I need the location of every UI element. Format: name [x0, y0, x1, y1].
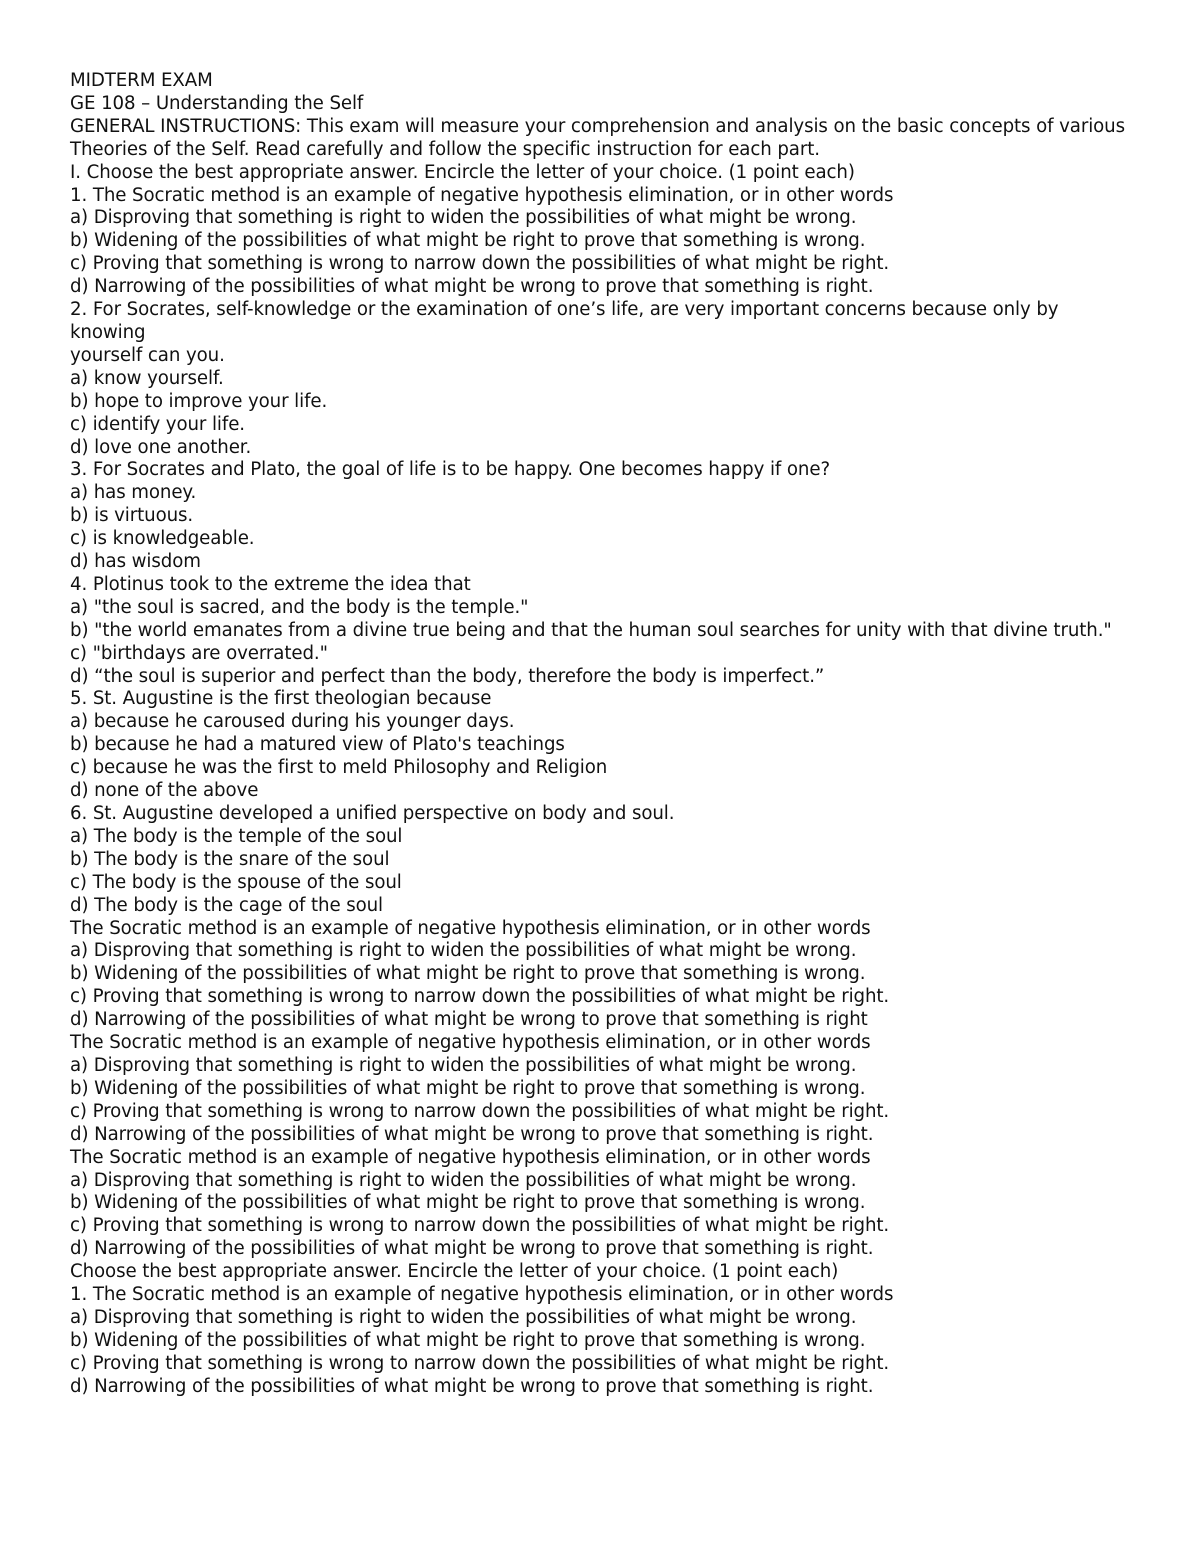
- document-line: GE 108 – Understanding the Self: [70, 92, 364, 114]
- document-line: a) Disproving that something is right to widen the possibilities of what might be wrong.: [70, 1054, 857, 1076]
- document-line: d) Narrowing of the possibilities of what might be wrong to prove that something is right: [70, 1009, 868, 1031]
- document-line: b) "the world emanates from a divine true being and that the human soul searches for unity with that divine truth.": [70, 619, 1112, 641]
- document-line: a) "the soul is sacred, and the body is the temple.": [70, 596, 529, 618]
- document-line: c) identify your life.: [70, 413, 245, 435]
- document-line: c) Proving that something is wrong to narrow down the possibilities of what might be right.: [70, 1352, 890, 1374]
- document-line: a) has money.: [70, 482, 197, 504]
- document-line: Choose the best appropriate answer. Encircle the letter of your choice. (1 point each): [70, 1261, 839, 1283]
- document-line: c) Proving that something is wrong to narrow down the possibilities of what might be right.: [70, 986, 890, 1008]
- document-line: a) Disproving that something is right to widen the possibilities of what might be wrong.: [70, 207, 857, 229]
- document-line: d) The body is the cage of the soul: [70, 894, 384, 916]
- document-line: a) The body is the temple of the soul: [70, 825, 403, 847]
- document-line: c) Proving that something is wrong to narrow down the possibilities of what might be right.: [70, 1215, 890, 1237]
- document-line: GENERAL INSTRUCTIONS: This exam will measure your comprehension and analysis on the basic concepts of various: [70, 115, 1125, 137]
- document-line: d) “the soul is superior and perfect than the body, therefore the body is imperfect.”: [70, 665, 825, 687]
- document-line: d) Narrowing of the possibilities of what might be wrong to prove that something is right.: [70, 1375, 874, 1397]
- document-line: 4. Plotinus took to the extreme the idea that: [70, 573, 471, 595]
- document-line: 6. St. Augustine developed a unified perspective on body and soul.: [70, 803, 675, 824]
- document-line: 1. The Socratic method is an example of negative hypothesis elimination, or in other words: [70, 184, 894, 206]
- document-line: c) because he was the first to meld Philosophy and Religion: [70, 757, 608, 779]
- document-line: b) Widening of the possibilities of what might be right to prove that something is wrong.: [70, 1329, 866, 1351]
- document-line: b) The body is the snare of the soul: [70, 848, 390, 870]
- document-line: d) Narrowing of the possibilities of what might be wrong to prove that something is right.: [70, 1123, 874, 1145]
- document-line: 5. St. Augustine is the first theologian because: [70, 688, 492, 710]
- document-line: b) is virtuous.: [70, 505, 194, 527]
- document-line: d) none of the above: [70, 780, 259, 802]
- document-line: 2. For Socrates, self-knowledge or the examination of one’s life, are very important concerns because only by knowing: [70, 299, 1059, 343]
- document-line: The Socratic method is an example of negative hypothesis elimination, or in other words: [70, 1032, 871, 1054]
- document-line: a) Disproving that something is right to widen the possibilities of what might be wrong.: [70, 940, 857, 962]
- exam-document: [70, 70, 1135, 1399]
- document-line: b) Widening of the possibilities of what might be right to prove that something is wrong.: [70, 1077, 866, 1099]
- document-line: Theories of the Self. Read carefully and follow the specific instruction for each part.: [70, 138, 820, 160]
- document-line: d) Narrowing of the possibilities of what might be wrong to prove that something is right.: [70, 276, 874, 298]
- document-line: c) "birthdays are overrated.": [70, 642, 328, 664]
- document-line: c) is knowledgeable.: [70, 528, 255, 550]
- document-line: yourself can you.: [70, 344, 225, 366]
- document-line: a) know yourself.: [70, 367, 224, 389]
- document-line: d) love one another.: [70, 436, 252, 458]
- document-line: 3. For Socrates and Plato, the goal of life is to be happy. One becomes happy if one?: [70, 459, 831, 481]
- document-line: b) hope to improve your life.: [70, 390, 328, 412]
- document-line: The Socratic method is an example of negative hypothesis elimination, or in other words: [70, 917, 871, 939]
- document-line: b) Widening of the possibilities of what might be right to prove that something is wrong.: [70, 230, 866, 252]
- document-line: The Socratic method is an example of negative hypothesis elimination, or in other words: [70, 1146, 871, 1168]
- document-line: 1. The Socratic method is an example of negative hypothesis elimination, or in other words: [70, 1284, 894, 1306]
- document-line: c) The body is the spouse of the soul: [70, 871, 402, 893]
- document-line: a) because he caroused during his younger days.: [70, 711, 515, 733]
- document-line: d) has wisdom: [70, 551, 201, 573]
- document-line: a) Disproving that something is right to widen the possibilities of what might be wrong.: [70, 1306, 857, 1328]
- document-line: a) Disproving that something is right to widen the possibilities of what might be wrong.: [70, 1169, 857, 1191]
- document-line: b) because he had a matured view of Plato's teachings: [70, 734, 565, 756]
- document-line: c) Proving that something is wrong to narrow down the possibilities of what might be right.: [70, 1100, 890, 1122]
- document-line: I. Choose the best appropriate answer. Encircle the letter of your choice. (1 point each): [70, 161, 855, 183]
- document-line: c) Proving that something is wrong to narrow down the possibilities of what might be right.: [70, 253, 890, 275]
- document-line: b) Widening of the possibilities of what might be right to prove that something is wrong.: [70, 1192, 866, 1214]
- document-line: b) Widening of the possibilities of what might be right to prove that something is wrong.: [70, 963, 866, 985]
- document-line: MIDTERM EXAM: [70, 70, 213, 91]
- document-line: d) Narrowing of the possibilities of what might be wrong to prove that something is right.: [70, 1238, 874, 1260]
